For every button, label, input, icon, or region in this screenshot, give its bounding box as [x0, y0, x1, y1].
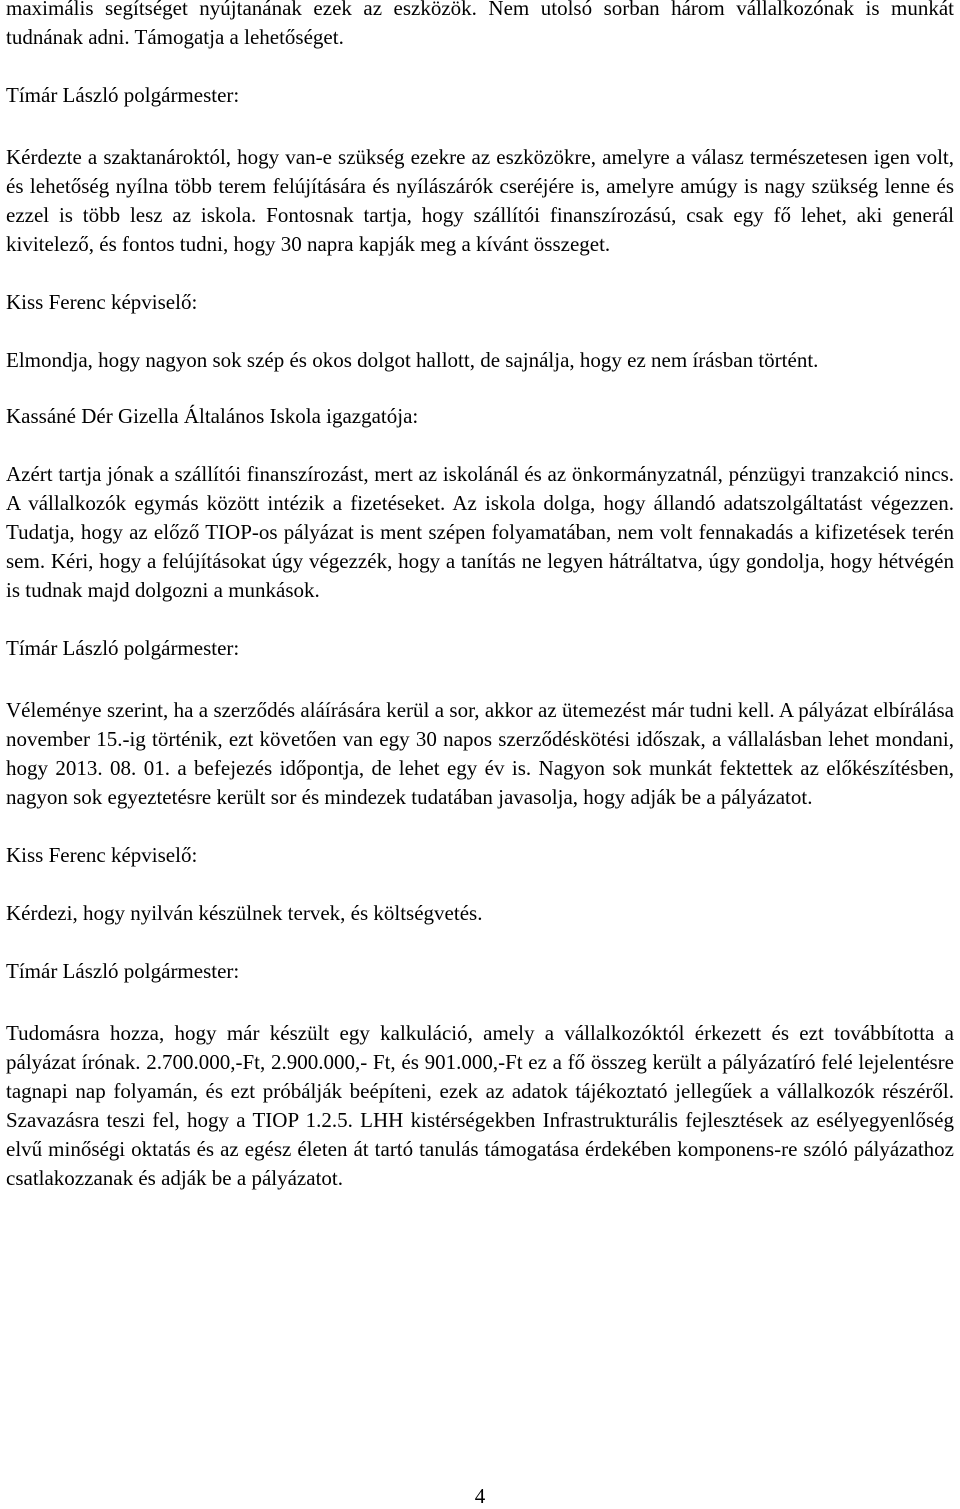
speaker-heading-kassane: Kassáné Dér Gizella Általános Iskola igazgatója: [6, 404, 419, 428]
paragraph-timar-3: Tudomásra hozza, hogy már készült egy kalkuláció, amely a vállalkozóktól érkezett és ezt továbbította a pályázat írónak. 2.700.000,-Ft, 2.900.000,- Ft, és 901.000,-Ft ez a fő összeg került a pályázatíró felé lejelentésre tagnapi nap folyamán, és ezt próbálják beépíteni, ezek az adatok tájékoztató jellegűek a vállalkozók részéről. Szavazásra teszi fel, hogy a TIOP 1.2.5. LHH kistérségekben Infrastrukturális fejlesztések az esélyegyenlőség elvű minőségi oktatás és az egész életen át tartó tanulás támogatása érdekében komponens-re szóló pályázathoz csatlakozzanak és adják be a pályázatot. [6, 1021, 954, 1190]
speaker-heading-kiss-2: Kiss Ferenc képviselő: [6, 843, 198, 867]
paragraph-kiss-2: Kérdezi, hogy nyilván készülnek tervek, és költségvetés. [6, 901, 483, 925]
speaker-heading-kiss-1: Kiss Ferenc képviselő: [6, 290, 198, 314]
document-page [6, 0, 954, 1193]
paragraph-timar-1: Kérdezte a szaktanároktól, hogy van-e szükség ezekre az eszközökre, amelyre a válasz természetesen igen volt, és lehetőség nyílna több terem felújítására és nyílászárók cseréjére is, amelyre amúgy is nagy szükség lenne és ezzel is több lesz az iskola. Fontosnak tartja, hogy szállítói finanszírozású, csak egy fő lehet, aki generál kivitelező, és fontos tudni, hogy 30 napra kapják meg a kívánt összeget. [6, 145, 954, 256]
speaker-heading-timar-1: Tímár László polgármester: [6, 83, 240, 107]
speaker-heading-timar-3: Tímár László polgármester: [6, 959, 240, 983]
speaker-heading-timar-2: Tímár László polgármester: [6, 636, 240, 660]
paragraph-intro: maximális segítséget nyújtanának ezek az eszközök. Nem utolsó sorban három vállalkozónak is munkát tudnának adni. Támogatja a lehetőséget. [6, 0, 954, 49]
paragraph-kassane: Azért tartja jónak a szállítói finanszírozást, mert az iskolánál és az önkormányzatnál, pénzügyi tranzakció nincs. A vállalkozók egymás között intézik a fizetéseket. Az iskola dolga, hogy állandó adatszolgáltatást végezzen. Tudatja, hogy az előző TIOP-os pályázat is ment szépen folyamatában, nem volt fennakadás a kifizetések terén sem. Kéri, hogy a felújításokat úgy végezzék, hogy a tanítás ne legyen hátráltatva, úgy gondolja, hogy hétvégén is tudnak majd dolgozni a munkások. [6, 462, 954, 602]
paragraph-timar-2: Véleménye szerint, ha a szerződés aláírására kerül a sor, akkor az ütemezést már tudni kell. A pályázat elbírálása november 15.-ig történik, ezt követően van egy 30 napos szerződéskötési időszak, a vállalásban lehet mondani, hogy 2013. 08. 01. a befejezés időpontja, de lehet egy év is. Nagyon sok munkát fektettek az előkészítésben, nagyon sok egyeztetésre került sor és mindezek tudatában javasolja, hogy adják be a pályázatot. [6, 698, 954, 809]
paragraph-kiss-1: Elmondja, hogy nagyon sok szép és okos dolgot hallott, de sajnálja, hogy ez nem írásban történt. [6, 348, 819, 372]
page-number: 4 [474, 1484, 486, 1508]
